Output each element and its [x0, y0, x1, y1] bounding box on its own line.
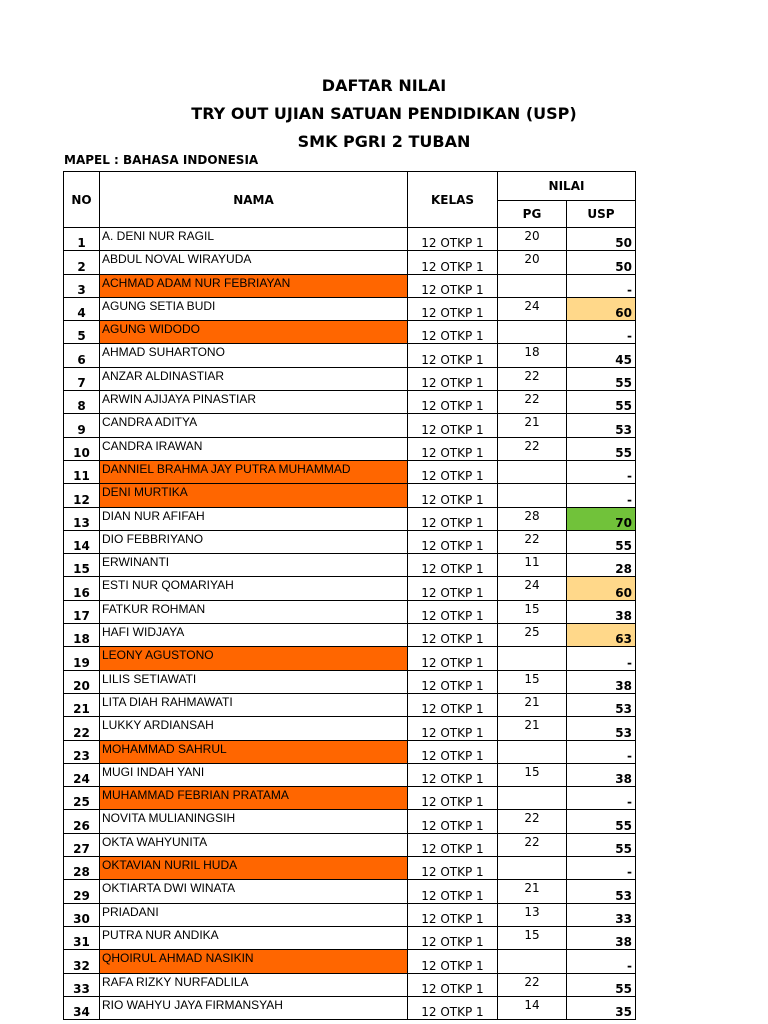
no-cell: 11: [64, 460, 100, 483]
usp-score-cell: -: [567, 950, 636, 973]
pg-score-cell: 21: [498, 880, 567, 903]
document-title-block: [0, 72, 768, 156]
class-cell: 12 OTKP 1: [408, 554, 498, 577]
class-cell: 12 OTKP 1: [408, 460, 498, 483]
name-cell: ARWIN AJIJAYA PINASTIAR: [100, 391, 408, 414]
pg-score-cell: 24: [498, 577, 567, 600]
pg-score-cell: 15: [498, 670, 567, 693]
usp-score-cell: 60: [567, 297, 636, 320]
pg-score-cell: [498, 857, 567, 880]
no-cell: 24: [64, 763, 100, 786]
no-cell: 10: [64, 437, 100, 460]
usp-score-cell: 45: [567, 344, 636, 367]
no-cell: 32: [64, 950, 100, 973]
usp-score-cell: -: [567, 460, 636, 483]
pg-score-cell: [498, 321, 567, 344]
table-row: [64, 437, 636, 460]
no-cell: 27: [64, 833, 100, 856]
no-cell: 4: [64, 297, 100, 320]
table-row: [64, 810, 636, 833]
table-row: [64, 484, 636, 507]
class-cell: 12 OTKP 1: [408, 321, 498, 344]
usp-score-cell: 63: [567, 624, 636, 647]
name-cell: ERWINANTI: [100, 554, 408, 577]
class-cell: 12 OTKP 1: [408, 717, 498, 740]
no-cell: 17: [64, 600, 100, 623]
name-cell: RIO WAHYU JAYA FIRMANSYAH: [100, 996, 408, 1019]
no-cell: 9: [64, 414, 100, 437]
name-cell: QHOIRUL AHMAD NASIKIN: [100, 950, 408, 973]
class-cell: 12 OTKP 1: [408, 833, 498, 856]
name-cell: DIO FEBBRIYANO: [100, 530, 408, 553]
table-row: [64, 950, 636, 973]
name-cell: NOVITA MULIANINGSIH: [100, 810, 408, 833]
name-cell: DIAN NUR AFIFAH: [100, 507, 408, 530]
column-header-nilai: NILAI: [498, 172, 636, 201]
class-cell: 12 OTKP 1: [408, 530, 498, 553]
usp-score-cell: 38: [567, 670, 636, 693]
no-cell: 14: [64, 530, 100, 553]
pg-score-cell: 25: [498, 624, 567, 647]
usp-score-cell: -: [567, 647, 636, 670]
class-cell: 12 OTKP 1: [408, 600, 498, 623]
class-cell: 12 OTKP 1: [408, 973, 498, 996]
usp-score-cell: -: [567, 857, 636, 880]
table-row: [64, 693, 636, 716]
table-row: [64, 740, 636, 763]
name-cell: MOHAMMAD SAHRUL: [100, 740, 408, 763]
table-row: [64, 414, 636, 437]
class-cell: 12 OTKP 1: [408, 344, 498, 367]
grades-table: [63, 171, 636, 1020]
usp-score-cell: 70: [567, 507, 636, 530]
no-cell: 6: [64, 344, 100, 367]
name-cell: ABDUL NOVAL WIRAYUDA: [100, 251, 408, 274]
pg-score-cell: [498, 484, 567, 507]
pg-score-cell: 11: [498, 554, 567, 577]
table-row: [64, 787, 636, 810]
pg-score-cell: 22: [498, 391, 567, 414]
name-cell: AGUNG WIDODO: [100, 321, 408, 344]
pg-score-cell: 18: [498, 344, 567, 367]
name-cell: HAFI WIDJAYA: [100, 624, 408, 647]
name-cell: ANZAR ALDINASTIAR: [100, 367, 408, 390]
pg-score-cell: 14: [498, 996, 567, 1019]
subject-label: MAPEL : BAHASA INDONESIA: [64, 153, 259, 167]
title-school: SMK PGRI 2 TUBAN: [297, 132, 471, 151]
usp-score-cell: 55: [567, 810, 636, 833]
column-header-usp: USP: [567, 201, 636, 228]
table-row: [64, 297, 636, 320]
no-cell: 19: [64, 647, 100, 670]
pg-score-cell: 24: [498, 297, 567, 320]
usp-score-cell: 38: [567, 926, 636, 949]
table-row: [64, 344, 636, 367]
table-row: [64, 763, 636, 786]
pg-score-cell: 21: [498, 717, 567, 740]
column-header-no: NO: [64, 172, 100, 228]
name-cell: MUHAMMAD FEBRIAN PRATAMA: [100, 787, 408, 810]
class-cell: 12 OTKP 1: [408, 950, 498, 973]
name-cell: LITA DIAH RAHMAWATI: [100, 693, 408, 716]
column-header-kelas: KELAS: [408, 172, 498, 228]
name-cell: RAFA RIZKY NURFADLILA: [100, 973, 408, 996]
name-cell: AGUNG SETIA BUDI: [100, 297, 408, 320]
no-cell: 25: [64, 787, 100, 810]
table-row: [64, 321, 636, 344]
usp-score-cell: 33: [567, 903, 636, 926]
pg-score-cell: 21: [498, 693, 567, 716]
usp-score-cell: 38: [567, 600, 636, 623]
class-cell: 12 OTKP 1: [408, 693, 498, 716]
no-cell: 20: [64, 670, 100, 693]
class-cell: 12 OTKP 1: [408, 507, 498, 530]
class-cell: 12 OTKP 1: [408, 274, 498, 297]
no-cell: 21: [64, 693, 100, 716]
class-cell: 12 OTKP 1: [408, 484, 498, 507]
class-cell: 12 OTKP 1: [408, 763, 498, 786]
no-cell: 5: [64, 321, 100, 344]
name-cell: A. DENI NUR RAGIL: [100, 228, 408, 251]
name-cell: LUKKY ARDIANSAH: [100, 717, 408, 740]
table-row: [64, 624, 636, 647]
table-row: [64, 647, 636, 670]
class-cell: 12 OTKP 1: [408, 624, 498, 647]
usp-score-cell: 53: [567, 717, 636, 740]
no-cell: 28: [64, 857, 100, 880]
pg-score-cell: 20: [498, 251, 567, 274]
pg-score-cell: 13: [498, 903, 567, 926]
usp-score-cell: 38: [567, 763, 636, 786]
usp-score-cell: -: [567, 787, 636, 810]
no-cell: 8: [64, 391, 100, 414]
pg-score-cell: 22: [498, 973, 567, 996]
table-row: [64, 367, 636, 390]
class-cell: 12 OTKP 1: [408, 297, 498, 320]
pg-score-cell: 20: [498, 228, 567, 251]
table-row: [64, 857, 636, 880]
no-cell: 13: [64, 507, 100, 530]
class-cell: 12 OTKP 1: [408, 880, 498, 903]
table-body: [64, 228, 636, 1020]
name-cell: AHMAD SUHARTONO: [100, 344, 408, 367]
no-cell: 18: [64, 624, 100, 647]
usp-score-cell: 55: [567, 530, 636, 553]
name-cell: MUGI INDAH YANI: [100, 763, 408, 786]
name-cell: OKTA WAHYUNITA: [100, 833, 408, 856]
usp-score-cell: 50: [567, 228, 636, 251]
name-cell: CANDRA IRAWAN: [100, 437, 408, 460]
class-cell: 12 OTKP 1: [408, 228, 498, 251]
name-cell: PRIADANI: [100, 903, 408, 926]
no-cell: 15: [64, 554, 100, 577]
pg-score-cell: 21: [498, 414, 567, 437]
class-cell: 12 OTKP 1: [408, 810, 498, 833]
class-cell: 12 OTKP 1: [408, 577, 498, 600]
name-cell: DANNIEL BRAHMA JAY PUTRA MUHAMMAD: [100, 460, 408, 483]
class-cell: 12 OTKP 1: [408, 903, 498, 926]
table-row: [64, 391, 636, 414]
class-cell: 12 OTKP 1: [408, 437, 498, 460]
table-row: [64, 530, 636, 553]
class-cell: 12 OTKP 1: [408, 857, 498, 880]
pg-score-cell: [498, 460, 567, 483]
pg-score-cell: [498, 274, 567, 297]
class-cell: 12 OTKP 1: [408, 647, 498, 670]
pg-score-cell: 15: [498, 926, 567, 949]
name-cell: PUTRA NUR ANDIKA: [100, 926, 408, 949]
title-daftar-nilai: DAFTAR NILAI: [321, 76, 447, 95]
no-cell: 23: [64, 740, 100, 763]
column-header-nama: NAMA: [100, 172, 408, 228]
pg-score-cell: [498, 647, 567, 670]
usp-score-cell: 55: [567, 973, 636, 996]
name-cell: FATKUR ROHMAN: [100, 600, 408, 623]
class-cell: 12 OTKP 1: [408, 787, 498, 810]
pg-score-cell: 15: [498, 763, 567, 786]
no-cell: 7: [64, 367, 100, 390]
pg-score-cell: 22: [498, 367, 567, 390]
usp-score-cell: 60: [567, 577, 636, 600]
name-cell: LEONY AGUSTONO: [100, 647, 408, 670]
class-cell: 12 OTKP 1: [408, 367, 498, 390]
usp-score-cell: -: [567, 321, 636, 344]
table-row: [64, 274, 636, 297]
pg-score-cell: 15: [498, 600, 567, 623]
table-row: [64, 670, 636, 693]
pg-score-cell: 28: [498, 507, 567, 530]
title-try-out: TRY OUT UJIAN SATUAN PENDIDIKAN (USP): [191, 104, 577, 123]
usp-score-cell: 53: [567, 880, 636, 903]
no-cell: 22: [64, 717, 100, 740]
pg-score-cell: 22: [498, 437, 567, 460]
table-row: [64, 251, 636, 274]
usp-score-cell: 50: [567, 251, 636, 274]
name-cell: DENI MURTIKA: [100, 484, 408, 507]
class-cell: 12 OTKP 1: [408, 414, 498, 437]
no-cell: 30: [64, 903, 100, 926]
name-cell: OKTIARTA DWI WINATA: [100, 880, 408, 903]
table-row: [64, 926, 636, 949]
no-cell: 29: [64, 880, 100, 903]
pg-score-cell: [498, 740, 567, 763]
name-cell: CANDRA ADITYA: [100, 414, 408, 437]
no-cell: 31: [64, 926, 100, 949]
pg-score-cell: 22: [498, 833, 567, 856]
class-cell: 12 OTKP 1: [408, 251, 498, 274]
usp-score-cell: 55: [567, 833, 636, 856]
usp-score-cell: -: [567, 484, 636, 507]
usp-score-cell: -: [567, 274, 636, 297]
name-cell: ESTI NUR QOMARIYAH: [100, 577, 408, 600]
pg-score-cell: [498, 950, 567, 973]
name-cell: ACHMAD ADAM NUR FEBRIAYAN: [100, 274, 408, 297]
usp-score-cell: 28: [567, 554, 636, 577]
no-cell: 12: [64, 484, 100, 507]
name-cell: OKTAVIAN NURIL HUDA: [100, 857, 408, 880]
no-cell: 16: [64, 577, 100, 600]
class-cell: 12 OTKP 1: [408, 740, 498, 763]
class-cell: 12 OTKP 1: [408, 926, 498, 949]
table-row: [64, 833, 636, 856]
table-row: [64, 996, 636, 1019]
no-cell: 33: [64, 973, 100, 996]
pg-score-cell: 22: [498, 810, 567, 833]
class-cell: 12 OTKP 1: [408, 391, 498, 414]
usp-score-cell: 55: [567, 437, 636, 460]
usp-score-cell: -: [567, 740, 636, 763]
table-row: [64, 554, 636, 577]
usp-score-cell: 55: [567, 367, 636, 390]
class-cell: 12 OTKP 1: [408, 670, 498, 693]
table-row: [64, 460, 636, 483]
usp-score-cell: 35: [567, 996, 636, 1019]
name-cell: LILIS SETIAWATI: [100, 670, 408, 693]
table-row: [64, 903, 636, 926]
table-row: [64, 600, 636, 623]
usp-score-cell: 55: [567, 391, 636, 414]
class-cell: 12 OTKP 1: [408, 996, 498, 1019]
table-row: [64, 577, 636, 600]
pg-score-cell: [498, 787, 567, 810]
usp-score-cell: 53: [567, 693, 636, 716]
pg-score-cell: 22: [498, 530, 567, 553]
no-cell: 3: [64, 274, 100, 297]
no-cell: 26: [64, 810, 100, 833]
usp-score-cell: 53: [567, 414, 636, 437]
table-row: [64, 880, 636, 903]
table-row: [64, 507, 636, 530]
column-header-pg: PG: [498, 201, 567, 228]
no-cell: 2: [64, 251, 100, 274]
table-row: [64, 228, 636, 251]
table-row: [64, 717, 636, 740]
no-cell: 34: [64, 996, 100, 1019]
table-row: [64, 973, 636, 996]
no-cell: 1: [64, 228, 100, 251]
